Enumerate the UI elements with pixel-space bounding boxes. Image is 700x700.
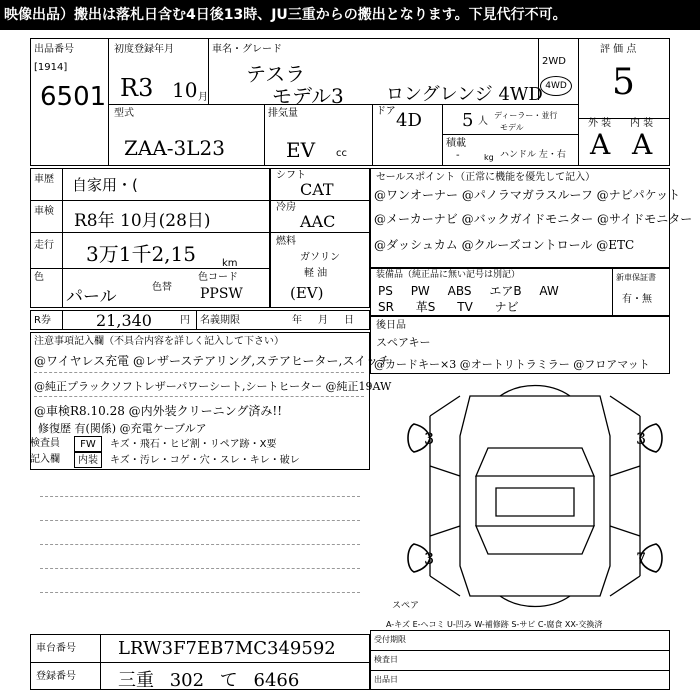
interior-cell: 内装 [74, 452, 102, 468]
equip-pw: PW [410, 284, 430, 298]
model-year-label: モデル [500, 123, 524, 132]
fuel-label: 燃料 [276, 236, 296, 247]
equip-airbag: エアB [489, 284, 522, 298]
owner-month: 月 [318, 315, 328, 326]
lot-sub: [1914] [34, 62, 68, 73]
rear-value: スペアキー [376, 336, 431, 349]
shift-label: シフト [276, 170, 306, 181]
warranty-value: 有・無 [622, 294, 652, 305]
equip-ps: PS [378, 284, 393, 298]
mileage-label: 走行 [34, 240, 54, 251]
footer-l1: 受付期限 [374, 635, 406, 644]
fw-text: キズ・飛石・ヒビ割・リペア跡・X要 [110, 439, 277, 450]
doors-value: 4D [396, 110, 422, 131]
color-code-value: PPSW [200, 286, 243, 302]
mileage-unit: km [222, 258, 238, 269]
ac-label: 冷房 [276, 202, 296, 213]
equip-tv: TV [457, 300, 473, 314]
insp-value: R8年 10月(28日) [74, 211, 211, 231]
extras-value: @カードキー×3 @オートリトラミラー @フロアマット [374, 358, 650, 371]
notes-line-4: 修復歴 有(関係) @充電ケーブルア [38, 422, 207, 435]
fuel-value: (EV) [290, 284, 324, 302]
equip-abs: ABS [447, 284, 472, 298]
check-label-2: 記入欄 [30, 454, 60, 465]
tire-fr: 3 [636, 429, 647, 448]
capacity-value: - [456, 150, 460, 161]
rating-value: 5 [612, 62, 635, 103]
car-make: テスラ [246, 62, 306, 86]
chassis-label: 車台番号 [36, 643, 76, 654]
owner-year: 年 [292, 315, 302, 326]
insp-label: 車検 [34, 206, 54, 217]
damage-legend: A-キズ E-ヘコミ U-凹み W-補修跡 S-サビ C-腐食 XX-交換済 [386, 620, 603, 629]
model-label: 型式 [114, 108, 134, 119]
recycle-label: R券 [34, 315, 51, 326]
warranty-label: 新車保証書 [616, 273, 656, 282]
equip-label: 装備品（純正品に無い記号は別記） [376, 270, 521, 280]
reg-year: R3 [120, 74, 154, 102]
recycle-unit: 円 [180, 315, 190, 326]
capacity-unit: kg [484, 153, 494, 162]
interior-text: キズ・汚レ・コゲ・穴・スレ・キレ・破レ [110, 455, 300, 466]
equip-sr: SR [378, 300, 394, 314]
car-model: モデル3 [272, 84, 344, 108]
footer-l3: 出品日 [374, 675, 398, 684]
int-value: A [632, 128, 653, 161]
doors-label: ドア [376, 106, 396, 117]
tire-fl: 3 [424, 429, 435, 448]
recycle-value: 21,340 [96, 311, 152, 330]
notes-line-3: @車検R8.10.28 @内外装クリーニング済み!! [34, 404, 283, 418]
check-labels [30, 436, 370, 468]
int-label: 内 装 [630, 118, 654, 129]
regno-label: 登録番号 [36, 671, 76, 682]
disp-label: 排気量 [268, 108, 298, 119]
name-label: 車名・グレード [212, 44, 282, 55]
color-value: パール [66, 287, 117, 307]
lot-number: 6501 [40, 82, 107, 112]
selling-label: セールスポイント（正常に機能を優先して記入） [376, 172, 596, 183]
fuel-gas: ガソリン [300, 252, 340, 263]
auction-banner: 映像出品）搬出は落札日含む4日後13時、JU三重からの搬出となります。下見代行不可。 [0, 0, 700, 30]
equip-row2 [378, 298, 519, 315]
reg-label: 初度登録年月 [114, 44, 174, 55]
selling-line-3: @ダッシュカム @クルーズコントロール @ETC [374, 238, 635, 252]
dealer-label: ディーラー・並行 [494, 111, 558, 120]
seats-value: 5 [462, 110, 474, 131]
footer-l2: 検査日 [374, 655, 398, 664]
color-code-label: 色コード [198, 272, 238, 283]
ext-value: A [590, 128, 611, 161]
color-label: 色 [34, 272, 44, 283]
damage-diagram [392, 376, 670, 616]
footer-box [370, 630, 670, 690]
owner-label: 名義期限 [200, 315, 240, 326]
mileage-value: 3万1千2,15 [86, 242, 196, 266]
rating-label: 評 価 点 [600, 44, 637, 55]
color-change-label: 色替 [152, 282, 172, 293]
chassis-value: LRW3F7EB7MC349592 [118, 638, 336, 659]
seats-unit: 人 [478, 116, 488, 127]
car-body-outline [460, 396, 610, 596]
car-grade: ロングレンジ 4WD [386, 84, 543, 105]
drive-label: 2WD [542, 56, 566, 67]
tire-rl: 3 [424, 549, 435, 568]
reg-unit: 月 [198, 92, 208, 103]
reg-month: 10 [172, 78, 198, 102]
ext-label: 外 装 [588, 118, 612, 129]
ac-value: AAC [300, 212, 336, 231]
use-value: 自家用・( [72, 176, 138, 194]
check-label-1: 検査員 [30, 438, 60, 449]
equip-leather: 革S [415, 300, 436, 314]
fw-cell: FW [74, 436, 102, 452]
equip-navi: ナビ [494, 300, 519, 314]
notes-label: 注意事項記入欄（不具合内容を詳しく記入して下さい） [34, 336, 284, 347]
spare-label: スペア [392, 601, 420, 611]
owner-day: 日 [344, 315, 354, 326]
selling-line-2: @メーカーナビ @バックガイドモニター @サイドモニター [374, 212, 693, 226]
disp-unit: cc [336, 148, 347, 159]
rear-label: 後日品 [376, 320, 406, 331]
notes-line-2: @純正プラックソフトレザーパワーシート,シートヒーター @純正19AW [34, 380, 392, 393]
equip-row1 [378, 282, 559, 299]
tire-rr: 7 [636, 549, 647, 568]
regno-value: 三重 302 て 6466 [118, 670, 300, 691]
capacity-label: 積載 [446, 138, 466, 149]
model-value: ZAA-3L23 [124, 136, 225, 160]
fuel-diesel: 軽 油 [304, 268, 328, 279]
disp-value: EV [286, 138, 316, 162]
drive-circle: 4WD [540, 76, 572, 96]
equip-aw: AW [539, 284, 559, 298]
handle-label: ハンドル 左・右 [500, 150, 566, 160]
selling-line-1: @ワンオーナー @パノラマガラスルーフ @ナビパケット [374, 188, 681, 202]
lot-label: 出品番号 [34, 44, 74, 55]
notes-line-1: @ワイヤレス充電 @レザーステアリング,ステアヒーター,スイッチ [34, 354, 390, 368]
use-label: 車歴 [34, 174, 54, 185]
shift-value: CAT [300, 180, 334, 199]
